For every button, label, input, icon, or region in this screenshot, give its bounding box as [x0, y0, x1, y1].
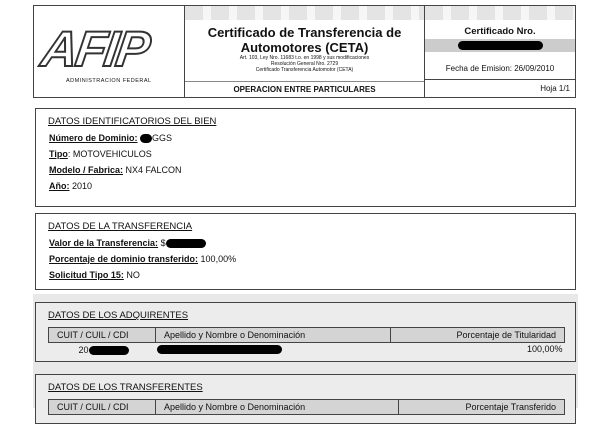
column-header: CUIT / CUIL / CDI — [49, 328, 156, 343]
transferentes-table — [48, 399, 565, 415]
legal-text: Certificado Transferencia Automotor (CETA) — [255, 67, 354, 73]
section-title: DATOS IDENTIFICATORIOS DEL BIEN — [48, 116, 217, 127]
section-bien: DATOS IDENTIFICATORIOS DEL BIEN Número de Dominio: GGS Tipo: MOTOVEHICULOS Modelo / Fabrica: NX4 FALCON Año: 2010 — [35, 108, 576, 207]
field-label: Año: — [49, 181, 70, 192]
field-value: $ — [160, 238, 166, 248]
field-label: Solicitud Tipo 15: — [49, 270, 124, 281]
section-transferentes — [35, 374, 576, 424]
column-header: Apellido y Nombre o Denominación — [156, 328, 391, 343]
column-header: Porcentaje Transferido — [399, 400, 565, 415]
emission-date: Fecha de Emision: 26/09/2010 — [445, 64, 555, 73]
section-adquirentes — [35, 302, 576, 362]
column-header: Apellido y Nombre o Denominación — [156, 400, 399, 415]
afip-logo — [34, 6, 185, 97]
column-header: Porcentaje de Titularidad — [391, 328, 565, 343]
redacted — [89, 346, 129, 355]
redacted — [166, 239, 206, 248]
field-value: MOTOVEHICULOS — [72, 149, 152, 160]
header-title-cell — [185, 6, 425, 97]
cert-label: Certificado Nro. — [464, 26, 536, 37]
redacted — [140, 134, 152, 143]
certificate-header — [33, 5, 576, 98]
field-value: GGS — [152, 133, 173, 143]
field-label: Modelo / Fabrica: — [49, 165, 124, 176]
column-header: CUIT / CUIL / CDI — [49, 400, 156, 415]
page-number: Hoja 1/1 — [425, 79, 575, 97]
field-value: 2010 — [72, 181, 93, 192]
section-transferencia — [35, 213, 576, 290]
field-label: Valor de la Transferencia: — [49, 238, 159, 248]
section-title: DATOS DE LA TRANSFERENCIA — [48, 221, 193, 232]
percentage-value: 100,00% — [526, 344, 563, 355]
header-cert-cell — [425, 6, 575, 97]
field-label: Porcentaje de dominio transferido: — [49, 254, 199, 265]
field-value: NO — [126, 270, 140, 281]
section-title: DATOS DE LOS TRANSFERENTES — [48, 382, 203, 393]
field-value: NX4 FALCON — [125, 165, 182, 176]
field-label: Número de Dominio: — [49, 133, 138, 143]
table-row — [49, 343, 565, 356]
legal-text: Resolución General Nro. 2729 — [270, 61, 339, 67]
redacted-name — [157, 345, 282, 354]
logo-subtitle: ADMINISTRACION FEDERAL — [66, 78, 152, 84]
adquirentes-table — [48, 327, 565, 355]
field-value: 100,00% — [200, 254, 237, 265]
field-label: Tipo — [49, 149, 68, 160]
logo-text: AFIP — [38, 21, 152, 77]
cuit-value: 20 — [78, 345, 89, 355]
operation-type: OPERACION ENTRE PARTICULARES — [185, 81, 424, 97]
section-title: DATOS DE LOS ADQUIRENTES — [48, 310, 189, 321]
document-title: Certificado de Transferencia de Automotores (CETA) — [207, 25, 402, 55]
legal-text: Art. 103, Ley Nro. 11683 t.o. en 1998 y sus modificaciones — [239, 55, 370, 61]
redacted-cert-number — [458, 41, 543, 50]
